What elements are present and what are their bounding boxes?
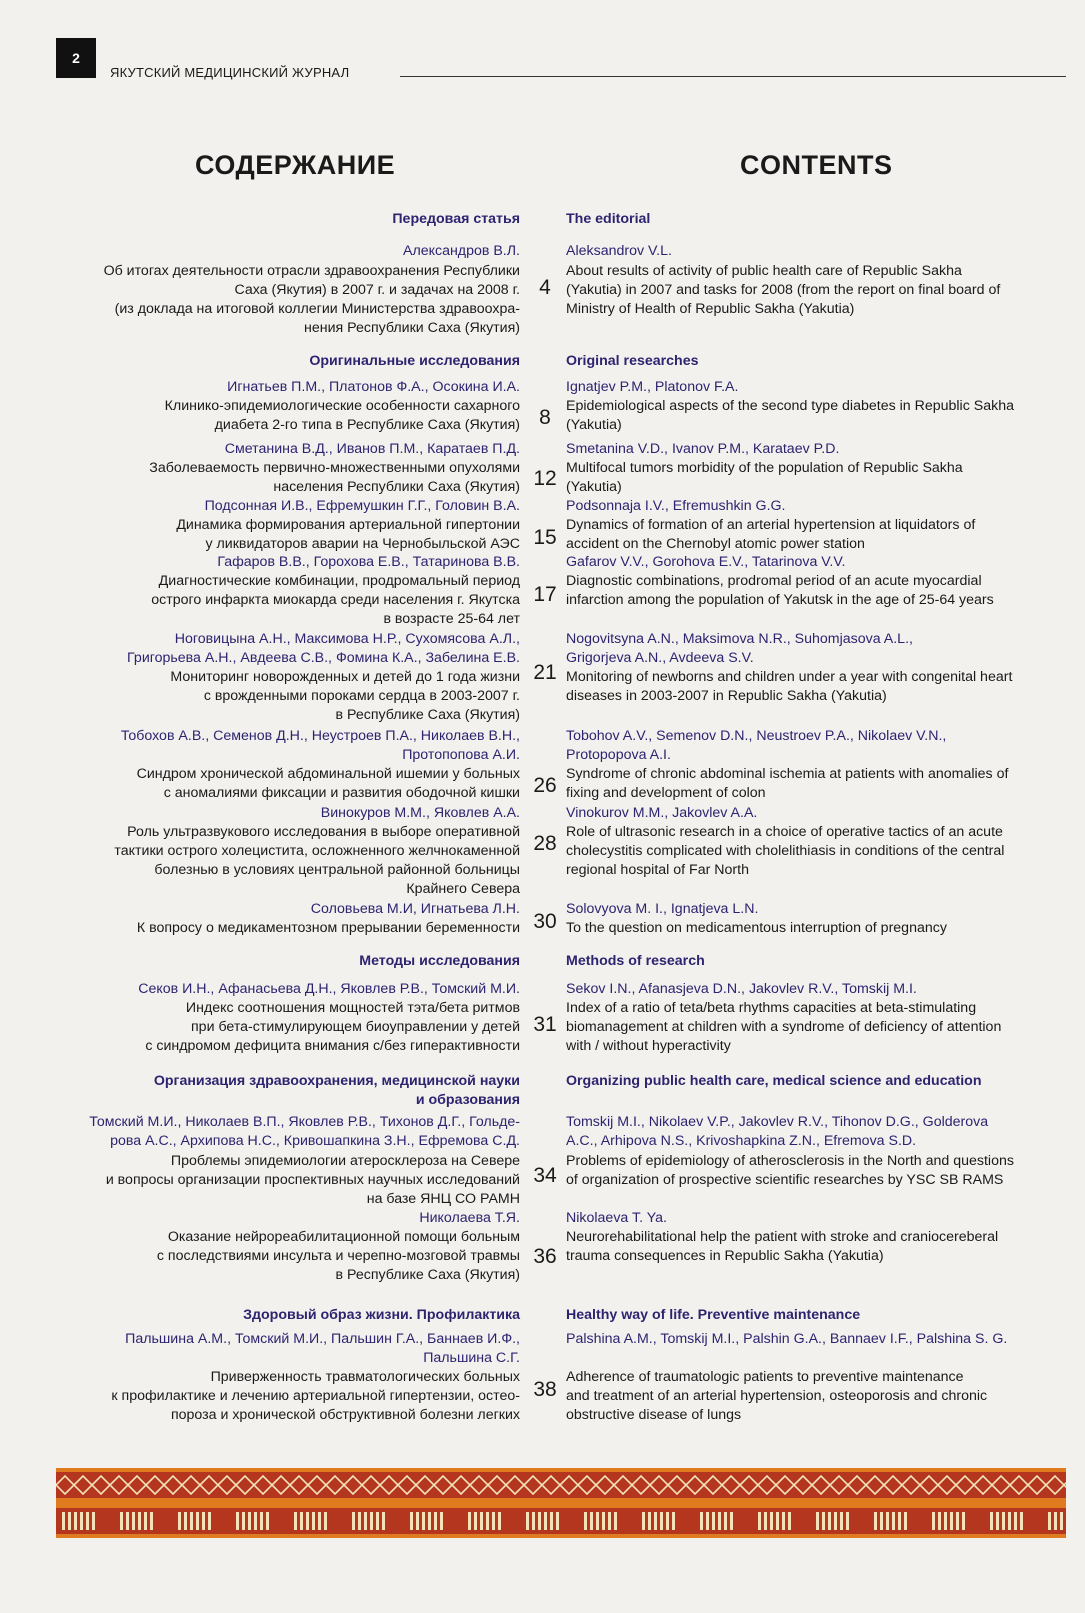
ornament-bar — [294, 1512, 297, 1530]
author-line: Тобохов А.В., Семенов Д.Н., Неустроев П.А., Николаев В.Н., — [120, 728, 520, 744]
ornament-bar — [712, 1512, 715, 1530]
title-line: accident on the Chernobyl atomic power station — [566, 536, 865, 552]
entry-title-ru — [50, 765, 520, 803]
ornament-bar — [950, 1512, 953, 1530]
author-line: Николаева Т.Я. — [419, 1210, 520, 1226]
ornament-bar — [62, 1512, 65, 1530]
entry-page-number: 12 — [533, 467, 557, 490]
entry-title-en — [566, 397, 1076, 435]
author-line: Nogovitsyna A.N., Maksimova N.R., Suhomjasova A.L., — [566, 631, 913, 647]
title-line: Diagnostic combinations, prodromal period of an acute myocardial — [566, 573, 982, 589]
title-line: About results of activity of public health care of Republic Sakha — [566, 263, 962, 279]
entry-title-ru — [50, 397, 520, 435]
ornament-bar — [1008, 1512, 1011, 1530]
entry-title-ru — [50, 668, 520, 725]
title-line: biomanagement at children with a syndrome of deficiency of attention — [566, 1019, 1002, 1035]
entry-authors-ru — [50, 242, 520, 261]
entry-page-number: 4 — [539, 276, 551, 299]
ornament-bar — [428, 1512, 431, 1530]
entry-page-number: 34 — [533, 1164, 557, 1187]
ornament-bar — [556, 1512, 559, 1530]
ornament-bar — [498, 1512, 501, 1530]
ornament-bar — [254, 1512, 257, 1530]
author-line: Гафаров В.В., Горохова Е.В., Татаринова В.В. — [217, 554, 520, 570]
author-line: Винокуров М.М., Яковлев А.А. — [320, 805, 520, 821]
entry-title-ru — [50, 459, 520, 497]
ornament-bar — [1014, 1512, 1017, 1530]
author-line: Podsonnaja I.V., Efremushkin G.G. — [566, 498, 786, 514]
ornament-bar — [236, 1512, 239, 1530]
ornament-bar — [788, 1512, 791, 1530]
entry-title-en — [566, 1152, 1076, 1190]
ornament-bar — [80, 1512, 83, 1530]
author-line: Ноговицына А.Н., Максимова Н.Р., Сухомясова А.Л., — [174, 631, 520, 647]
ornament-bar — [1020, 1512, 1023, 1530]
ornament-bar — [364, 1512, 367, 1530]
ornament-bar — [416, 1512, 419, 1530]
entry-title-en — [566, 262, 1076, 319]
ornament-bar — [764, 1512, 767, 1530]
ornament-bar — [434, 1512, 437, 1530]
ornament-bar — [602, 1512, 605, 1530]
title-line: Синдром хронической абдоминальной ишемии у больных — [136, 766, 520, 782]
entry-authors-en — [566, 1113, 1076, 1151]
title-line: Dynamics of formation of an arterial hypertension at liquidators of — [566, 517, 976, 533]
author-line: Григорьева А.Н., Авдеева С.В., Фомина К.А., Забелина Е.В. — [127, 650, 520, 666]
entry-title-ru — [50, 823, 520, 899]
title-line: Epidemiological aspects of the second type diabetes in Republic Sakha — [566, 398, 1014, 414]
ornament-bar — [324, 1512, 327, 1530]
ornament-bar — [660, 1512, 663, 1530]
title-line: Monitoring of newborns and children under a year with congenital heart — [566, 669, 1013, 685]
title-line: Multifocal tumors morbidity of the population of Republic Sakha — [566, 460, 963, 476]
title-line: Крайнего Севера — [406, 881, 520, 897]
ornament-bar — [480, 1512, 483, 1530]
title-line: (Yakutia) — [566, 417, 622, 433]
author-line: Ignatjev P.M., Platonov F.A. — [566, 379, 739, 395]
title-line: диабета 2-го типа в Республике Саха (Якутия) — [214, 417, 520, 433]
ornament-bar — [666, 1512, 669, 1530]
section-org-en: Organizing public health care, medical science and education — [566, 1073, 982, 1089]
title-line: в Республике Саха (Якутия) — [335, 707, 520, 723]
author-line: Александров В.Л. — [402, 243, 520, 259]
contents-heading-en: CONTENTS — [740, 150, 893, 180]
journal-name: ЯКУТСКИЙ МЕДИЦИНСКИЙ ЖУРНАЛ — [110, 65, 350, 80]
ornament-bar — [144, 1512, 147, 1530]
entry-page-number: 17 — [533, 583, 557, 606]
ornament-bar — [318, 1512, 321, 1530]
ornament-bar — [782, 1512, 785, 1530]
author-line: Sekov I.N., Afanasjeva D.N., Jakovlev R.V., Tomskij M.I. — [566, 981, 917, 997]
entry-authors-ru — [50, 630, 520, 668]
title-line: Ministry of Health of Republic Sakha (Yakutia) — [566, 301, 855, 317]
ornament-bar — [138, 1512, 141, 1530]
contents-heading-ru: СОДЕРЖАНИЕ — [195, 150, 396, 180]
entry-authors-en — [566, 630, 1076, 668]
ornament-bar — [306, 1512, 309, 1530]
entry-authors-en — [566, 804, 1076, 823]
ornament-bar — [584, 1512, 587, 1530]
title-line: с синдромом дефицита внимания с/без гиперактивности — [145, 1038, 520, 1054]
title-line: (Yakutia) — [566, 479, 622, 495]
ornament-bar — [68, 1512, 71, 1530]
ornament-bar — [608, 1512, 611, 1530]
ornament-bar — [816, 1512, 819, 1530]
ornament-bar — [990, 1512, 993, 1530]
author-line: рова А.С., Архипова Н.С., Кривошапкина З.Н., Ефремова С.Д. — [110, 1133, 520, 1149]
entry-authors-ru — [50, 727, 520, 765]
ornament-bar — [962, 1512, 965, 1530]
ornament-bar — [202, 1512, 205, 1530]
ornament-bar — [596, 1512, 599, 1530]
header-rule — [400, 76, 1066, 77]
title-line: острого инфаркта миокарда среди населения г. Якутска — [151, 592, 520, 608]
ornament-bar — [370, 1512, 373, 1530]
title-line: Оказание нейрореабилитационной помощи больным — [167, 1229, 520, 1245]
ornament-bar — [410, 1512, 413, 1530]
ornament-bar — [828, 1512, 831, 1530]
title-line: Приверженность травматологических больных — [210, 1369, 520, 1385]
entry-page-number: 30 — [533, 910, 557, 933]
ornament-bar — [260, 1512, 263, 1530]
title-line: Syndrome of chronic abdominal ischemia at patients with anomalies of — [566, 766, 1009, 782]
entry-title-en — [566, 668, 1076, 706]
ornament-bar — [938, 1512, 941, 1530]
entry-authors-en — [566, 980, 1076, 999]
title-line: Диагностические комбинации, продромальный период — [158, 573, 520, 589]
entry-title-en — [566, 999, 1076, 1056]
ornament-bar — [474, 1512, 477, 1530]
ornament-bar — [190, 1512, 193, 1530]
section-original-en: Original researches — [566, 353, 699, 369]
ornament-bar — [776, 1512, 779, 1530]
ornament-bar — [266, 1512, 269, 1530]
section-healthy-en: Healthy way of life. Preventive maintenance — [566, 1307, 861, 1323]
title-line: Index of a ratio of teta/beta rhythms capacities at beta-stimulating — [566, 1000, 977, 1016]
entry-authors-ru — [50, 980, 520, 999]
entry-page-number: 26 — [533, 774, 557, 797]
title-line: нения Республики Саха (Якутия) — [304, 320, 520, 336]
ornament-band-bottom — [56, 1508, 1066, 1534]
ornament-bar — [184, 1512, 187, 1530]
ornament-bar — [944, 1512, 947, 1530]
title-line: в возрасте 25-64 лет — [383, 611, 520, 627]
ornament-bar — [544, 1512, 547, 1530]
ornament-bar — [730, 1512, 733, 1530]
entry-authors-ru — [50, 497, 520, 516]
ornament-bar — [700, 1512, 703, 1530]
ornament-bar — [590, 1512, 593, 1530]
title-line: на базе ЯНЦ СО РАМН — [366, 1191, 520, 1207]
title-line: при бета-стимулирующем биоуправлении у детей — [191, 1019, 520, 1035]
author-line: Aleksandrov V.L. — [566, 243, 672, 259]
ornament-bar — [242, 1512, 245, 1530]
title-line: (Yakutia) in 2007 and tasks for 2008 (from the report on final board of — [566, 282, 1001, 298]
title-line: Problems of epidemiology of atherosclerosis in the North and questions — [566, 1153, 1014, 1169]
entry-authors-en — [566, 727, 1076, 765]
entry-authors-ru — [50, 553, 520, 572]
section-methods-ru: Методы исследования — [359, 953, 520, 969]
title-line: obstructive disease of lungs — [566, 1407, 742, 1423]
section-org-ru-line-1: Организация здравоохранения, медицинской науки — [153, 1073, 520, 1089]
author-line: Пальшина С.Г. — [423, 1350, 520, 1366]
ornament-bar — [1048, 1512, 1051, 1530]
entry-title-ru — [50, 919, 520, 938]
title-line: К вопросу о медикаментозном прерывании беременности — [136, 920, 520, 936]
ornament-bar — [840, 1512, 843, 1530]
author-line: A.C., Arhipova N.S., Krivoshapkina Z.N., Efremova S.D. — [566, 1133, 917, 1149]
title-line: fixing and development of colon — [566, 785, 766, 801]
title-line: Индекс соотношения мощностей тэта/бета ритмов — [185, 1000, 520, 1016]
ornament-bar — [532, 1512, 535, 1530]
author-line: Solovyova M. I., Ignatjeva L.N. — [566, 901, 759, 917]
author-line: Gafarov V.V., Gorohova E.V., Tatarinova V.V. — [566, 554, 846, 570]
entry-page-number: 36 — [533, 1245, 557, 1268]
title-line: Проблемы эпидемиологии атеросклероза на Севере — [170, 1153, 520, 1169]
ornament-bar — [92, 1512, 95, 1530]
ornament-bar — [550, 1512, 553, 1530]
entry-title-en — [566, 459, 1076, 497]
ornament-bar — [614, 1512, 617, 1530]
entry-title-ru — [50, 1368, 520, 1425]
author-line: Smetanina V.D., Ivanov P.M., Karataev P.D. — [566, 441, 840, 457]
title-line: infarction among the population of Yakutsk in the age of 25-64 years — [566, 592, 994, 608]
ornament-bar — [208, 1512, 211, 1530]
author-line: Tomskij M.I., Nikolaev V.P., Jakovlev R.V., Tihonov D.G., Golderova — [566, 1114, 989, 1130]
title-line: в Республике Саха (Якутия) — [335, 1267, 520, 1283]
title-line: cholecystitis complicated with cholelithiasis in conditions of the central — [566, 843, 1005, 859]
author-line: Пальшина А.М., Томский М.И., Пальшин Г.А., Баннаев И.Ф., — [125, 1331, 520, 1347]
entry-title-ru — [50, 572, 520, 629]
ornament-bar — [880, 1512, 883, 1530]
entry-page-number: 31 — [533, 1013, 557, 1036]
ornament-bar — [874, 1512, 877, 1530]
author-line: Соловьева М.И, Игнатьева Л.Н. — [310, 901, 520, 917]
ornament-bar — [132, 1512, 135, 1530]
entry-authors-en — [566, 242, 1076, 261]
entry-authors-en — [566, 378, 1076, 397]
title-line: пороза и хронической обструктивной болезни легких — [170, 1407, 520, 1423]
entry-authors-ru — [50, 440, 520, 459]
ornament-bar — [1054, 1512, 1057, 1530]
entry-authors-en — [566, 1209, 1076, 1228]
ornament-bar — [834, 1512, 837, 1530]
ornament-bar — [120, 1512, 123, 1530]
entry-title-en — [566, 823, 1076, 880]
title-line: Клинико-эпидемиологические особенности сахарного — [164, 398, 520, 414]
title-line: To the question on medicamentous interruption of pregnancy — [566, 920, 947, 936]
section-original-ru: Оригинальные исследования — [309, 353, 520, 369]
entry-title-en — [566, 1228, 1076, 1266]
ornament-bar — [846, 1512, 849, 1530]
entry-title-ru — [50, 516, 520, 554]
title-line: тактики острого холецистита, осложненного желчнокаменной — [114, 843, 520, 859]
entry-page-number: 21 — [533, 661, 557, 684]
ornament-bar — [996, 1512, 999, 1530]
entry-title-ru — [50, 1152, 520, 1209]
ornament-bar — [468, 1512, 471, 1530]
ornament-bar — [770, 1512, 773, 1530]
author-line: Подсонная И.В., Ефремушкин Г.Г., Головин В.А. — [204, 498, 520, 514]
ornament-bar — [486, 1512, 489, 1530]
entry-authors-en — [566, 497, 1076, 516]
ornament-bar — [956, 1512, 959, 1530]
entry-authors-ru — [50, 900, 520, 919]
ornament-bar — [672, 1512, 675, 1530]
title-line: у ликвидаторов аварии на Чернобыльской АЭС — [205, 536, 520, 552]
ornament-bar — [538, 1512, 541, 1530]
entry-authors-ru — [50, 1330, 520, 1368]
entry-title-ru — [50, 1228, 520, 1285]
title-line: regional hospital of Far North — [566, 862, 749, 878]
ornament-bar — [886, 1512, 889, 1530]
section-org-ru — [50, 1072, 520, 1110]
ornament-bar — [654, 1512, 657, 1530]
ornament-bar — [422, 1512, 425, 1530]
ornament-bar — [932, 1512, 935, 1530]
ornament-bar — [642, 1512, 645, 1530]
entry-page-number: 38 — [533, 1378, 557, 1401]
title-line: населения Республики Саха (Якутия) — [273, 479, 520, 495]
title-line: Adherence of traumatologic patients to preventive maintenance — [566, 1369, 964, 1385]
entry-authors-en — [566, 900, 1076, 919]
entry-authors-en — [566, 1330, 1076, 1349]
entry-title-ru — [50, 262, 520, 338]
title-line: Мониторинг новорожденных и детей до 1 года жизни — [170, 669, 520, 685]
entry-authors-en — [566, 440, 1076, 459]
author-line: Протопопова А.И. — [402, 747, 520, 763]
ornament-bar — [248, 1512, 251, 1530]
title-line: и вопросы организации проспективных научных исследований — [105, 1172, 520, 1188]
entry-page-number: 8 — [539, 406, 551, 429]
entry-authors-ru — [50, 378, 520, 397]
ornament-bar — [648, 1512, 651, 1530]
section-org-ru-line-2: и образования — [415, 1092, 520, 1108]
title-line: с последствиями инсульта и черепно-мозговой травмы — [156, 1248, 520, 1264]
ornament-bar — [724, 1512, 727, 1530]
ornament-bar — [706, 1512, 709, 1530]
entry-title-en — [566, 516, 1076, 554]
author-line: Palshina A.M., Tomskij M.I., Palshin G.A., Bannaev I.F., Palshina S. G. — [566, 1331, 1008, 1347]
author-line: Tobohov A.V., Semenov D.N., Neustroev P.A., Nikolaev V.N., — [566, 728, 947, 744]
title-line: с аномалиями фиксации и развития ободочной кишки — [163, 785, 520, 801]
title-line: с врожденными пороками сердца в 2003-2007 г. — [203, 688, 520, 704]
ornament-bar — [1002, 1512, 1005, 1530]
ornament-bar — [822, 1512, 825, 1530]
ornament-bar — [358, 1512, 361, 1530]
title-line: Neurorehabilitational help the patient with stroke and craniocereberal — [566, 1229, 999, 1245]
ornament-bar — [86, 1512, 89, 1530]
section-editorial-en: The editorial — [566, 211, 651, 227]
entry-title-ru — [50, 999, 520, 1056]
entry-authors-en — [566, 553, 1076, 572]
title-line: and treatment of an arterial hypertension, osteoporosis and chronic — [566, 1388, 988, 1404]
title-line: Об итогах деятельности отрасли здравоохранения Республики — [103, 263, 520, 279]
ornament-bar — [492, 1512, 495, 1530]
title-line: Саха (Якутия) в 2007 г. и задачах на 2008 г. — [234, 282, 520, 298]
title-line: (из доклада на итоговой коллегии Министерства здравоохра- — [114, 301, 520, 317]
author-line: Nikolaeva T. Ya. — [566, 1210, 667, 1226]
title-line: Заболеваемость первично-множественными опухолями — [149, 460, 520, 476]
ornament-bar — [892, 1512, 895, 1530]
ornament-bar — [376, 1512, 379, 1530]
author-line: Protopopova A.I. — [566, 747, 671, 763]
ornament-bar — [440, 1512, 443, 1530]
ornament-bar — [126, 1512, 129, 1530]
author-line: Grigorjeva A.N., Avdeeva S.V. — [566, 650, 754, 666]
entry-authors-ru — [50, 1113, 520, 1151]
title-line: Динамика формирования артериальной гипертонии — [176, 517, 520, 533]
author-line: Vinokurov M.M., Jakovlev A.A. — [566, 805, 758, 821]
ornament-bar — [526, 1512, 529, 1530]
entry-authors-ru — [50, 1209, 520, 1228]
ornament-bar — [74, 1512, 77, 1530]
title-line: Role of ultrasonic research in a choice of operative tactics of an acute — [566, 824, 1003, 840]
title-line: trauma consequences in Republic Sakha (Yakutia) — [566, 1248, 884, 1264]
title-line: Роль ультразвукового исследования в выборе оперативной — [127, 824, 520, 840]
ornament-bar — [352, 1512, 355, 1530]
section-methods-en: Methods of research — [566, 953, 705, 969]
author-line: Игнатьев П.М., Платонов Ф.А., Осокина И.А. — [227, 379, 520, 395]
page-number: 2 — [56, 38, 96, 78]
title-line: diseases in 2003-2007 in Republic Sakha (Yakutia) — [566, 688, 887, 704]
entry-title-en — [566, 765, 1076, 803]
ornament-bar — [718, 1512, 721, 1530]
ornament-bar — [758, 1512, 761, 1530]
section-healthy-ru: Здоровый образ жизни. Профилактика — [243, 1307, 520, 1323]
author-line: Сметанина В.Д., Иванов П.М., Каратаев П.Д. — [224, 441, 520, 457]
entry-authors-ru — [50, 804, 520, 823]
title-line: к профилактике и лечению артериальной гипертензии, остео- — [111, 1388, 520, 1404]
entry-page-number: 15 — [533, 526, 557, 549]
title-line: болезнью в условиях центральной районной больницы — [154, 862, 520, 878]
ornament-bar — [312, 1512, 315, 1530]
entry-page-number: 28 — [533, 832, 557, 855]
ornament-bar — [904, 1512, 907, 1530]
entry-title-en — [566, 1368, 1076, 1425]
page-header — [56, 38, 1066, 82]
title-line: of organization of prospective scientific researches by YSC SB RAMS — [566, 1172, 1004, 1188]
author-line: Секов И.Н., Афанасьева Д.Н., Яковлев Р.В., Томский М.И. — [138, 981, 520, 997]
ornament-bar — [382, 1512, 385, 1530]
ornament-bar — [196, 1512, 199, 1530]
author-line: Томский М.И., Николаев В.П., Яковлев Р.В., Тихонов Д.Г., Гольде- — [89, 1114, 520, 1130]
title-line: with / without hyperactivity — [566, 1038, 731, 1054]
ornament-bar — [300, 1512, 303, 1530]
entry-title-en — [566, 919, 1076, 938]
ornament-border — [56, 1468, 1066, 1538]
ornament-bar — [150, 1512, 153, 1530]
section-editorial-ru: Передовая статья — [392, 211, 520, 227]
ornament-bar — [178, 1512, 181, 1530]
entry-title-en — [566, 572, 1076, 610]
ornament-bar — [898, 1512, 901, 1530]
ornament-bar — [1060, 1512, 1063, 1530]
